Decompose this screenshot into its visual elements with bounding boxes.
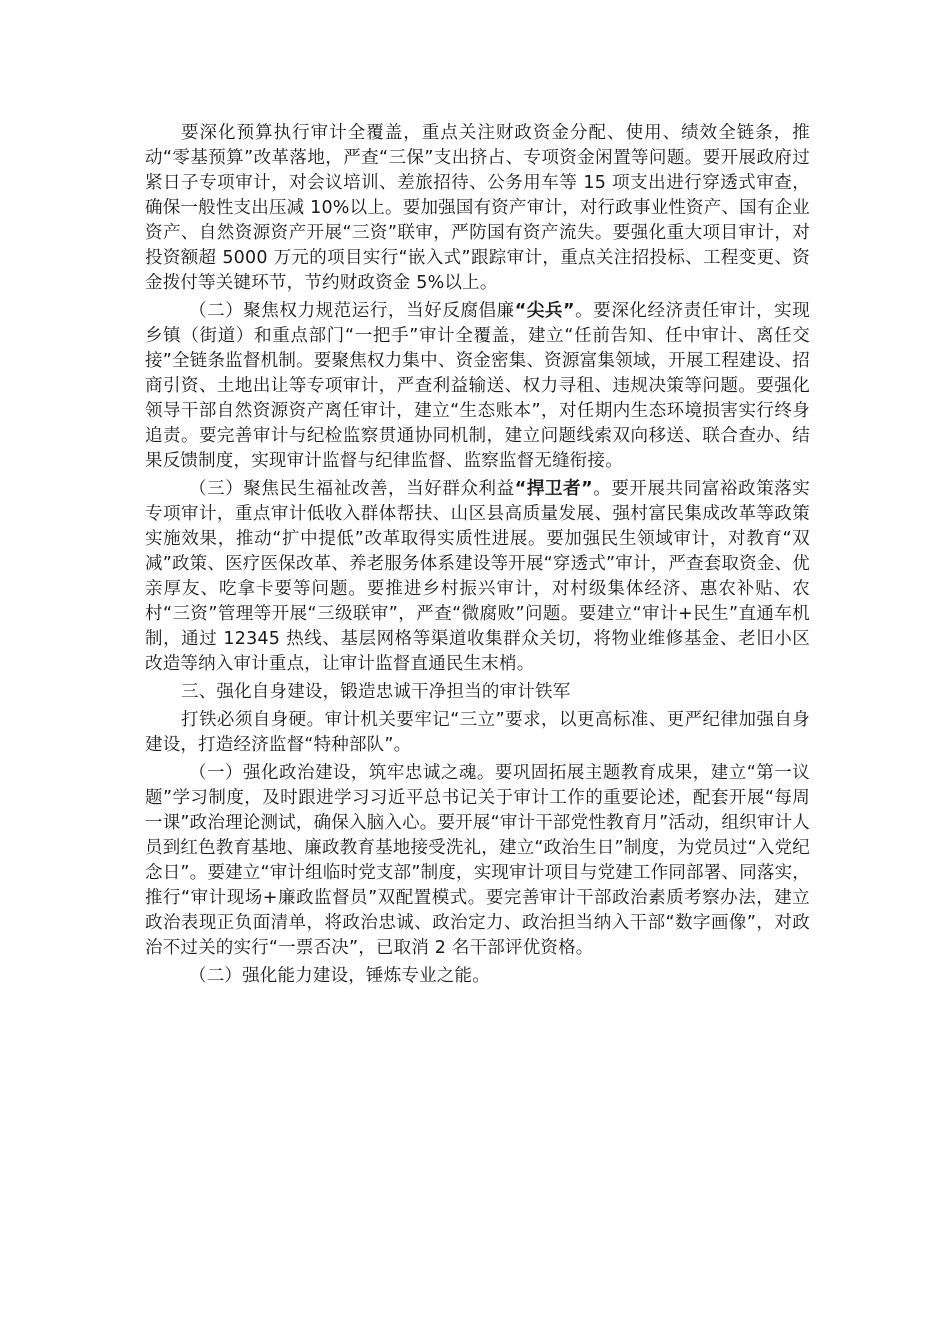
paragraph-livelihood bbox=[145, 477, 810, 677]
paragraph-self-building: 打铁必须自身硬。审计机关要牢记“三立”要求，以更高标准、更严纪律加强自身建设，打造经济监督“特种部队”。 bbox=[145, 710, 810, 755]
paragraph-lead: （二）聚焦权力规范运行，当好反腐倡廉 bbox=[189, 301, 515, 321]
paragraph-body: 。要深化经济责任审计，实现乡镇（街道）和重点部门“一把手”审计全覆盖，建立“任前告知、任中审计、离任交接”全链条监督机制。要聚焦权力集中、资金密集、资源富集领域，开展工程建设、招商引资、土地出让等专项审计，严查利益输送、权力寻租、违规决策等问题。要强化领导干部自然资源资产离任审计，建立“生态账本”，对任期内生态环境损害实行终身追责。要完善审计与纪检监察贯通协同机制，建立问题线索双向移送、联合查办、结果反馈制度，实现审计监督与纪律监督、监察监督无缝衔接。 bbox=[145, 301, 810, 471]
paragraph-budget-audit: 要深化预算执行审计全覆盖，重点关注财政资金分配、使用、绩效全链条，推动“零基预算”改革落地，严查“三保”支出挤占、专项资金闲置等问题。要开展政府过紧日子专项审计，对会议培训、差旅招待、公务用车等 15 项支出进行穿透式审查，确保一般性支出压减 10%以上。要加强国有资产审计，对行政事业性资产、国有企业资产、自然资源资产开展“三资”联审，严防国有资产流失。要强化重大项目审计，对投资额超 5000 万元的项目实行“嵌入式”跟踪审计，重点关注招投标、工程变更、资金拨付等关键环节，节约财政资金 5%以上。 bbox=[145, 123, 810, 293]
section-heading-three: 三、强化自身建设，锻造忠诚干净担当的审计铁军 bbox=[181, 682, 571, 702]
paragraph-power-regulation bbox=[145, 299, 810, 474]
paragraph-capability-building: （二）强化能力建设，锤炼专业之能。 bbox=[189, 966, 490, 986]
paragraph-body: 。要开展共同富裕政策落实专项审计，重点审计低收入群体帮扶、山区县高质量发展、强村富民集成改革等政策实施效果，推动“扩中提低”改革取得实质性进展。要加强民生领域审计，对教育“双减”政策、医疗医保改革、养老服务体系建设等开展“穿透式”审计，严查套取资金、优亲厚友、吃拿卡要等问题。要推进乡村振兴审计，对村级集体经济、惠农补贴、农村“三资”管理等开展“三级联审”，严查“微腐败”问题。要建立“审计+民生”直通车机制，通过 12345 热线、基层网格等渠道收集群众关切，将物业维修基金、老旧小区改造等纳入审计重点，让审计监督直通民生末梢。 bbox=[145, 479, 810, 674]
paragraph-lead: （三）聚焦民生福祉改善，当好群众利益 bbox=[189, 479, 515, 499]
document-body bbox=[145, 121, 810, 992]
paragraph-political-building: （一）强化政治建设，筑牢忠诚之魂。要巩固拓展主题教育成果，建立“第一议题”学习制度，及时跟进学习习近平总书记关于审计工作的重要论述，配套开展“每周一课”政治理论测试，确保入脑入心。要开展“审计干部党性教育月”活动，组织审计人员到红色教育基地、廉政教育基地接受洗礼，建立“政治生日”制度，为党员过“入党纪念日”。要建立“审计组临时党支部”制度，实现审计项目与党建工作同部署、同落实，推行“审计现场+廉政监督员”双配置模式。要完善审计干部政治素质考察办法，建立政治表现正负面清单，将政治忠诚、政治定力、政治担当纳入干部“数字画像”，对政治不过关的实行“一票否决”，已取消 2 名干部评优资格。 bbox=[145, 763, 810, 958]
paragraph-bold-term: “尖兵” bbox=[514, 301, 575, 321]
paragraph-bold-term: “捍卫者” bbox=[514, 479, 593, 499]
